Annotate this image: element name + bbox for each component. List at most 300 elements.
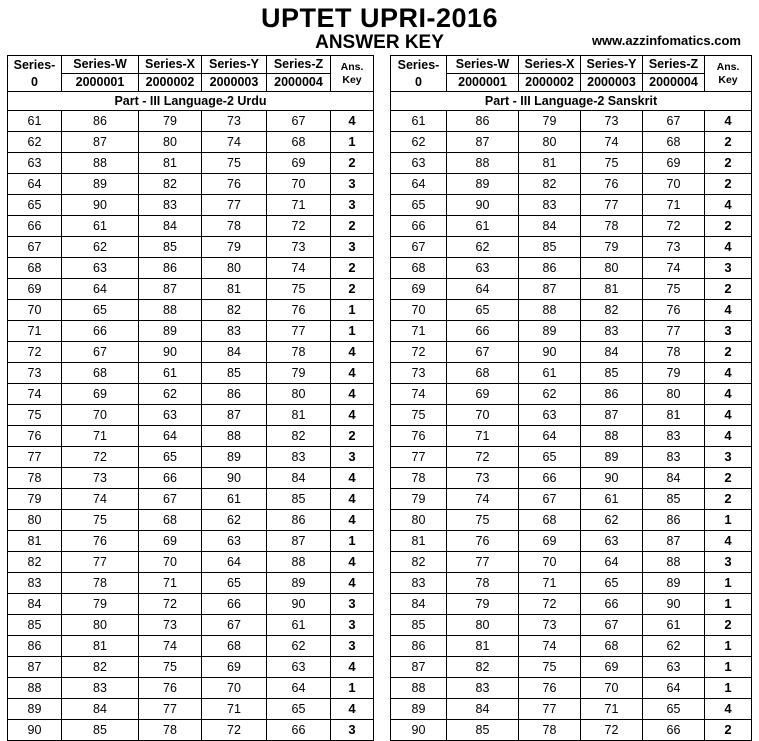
series-w-cell: 68	[447, 363, 519, 384]
urdu-answer-table	[7, 55, 374, 741]
series-0-header	[391, 56, 447, 92]
series-y-cell: 87	[202, 405, 267, 426]
series-0-cell: 74	[391, 384, 447, 405]
series-w-cell: 67	[447, 342, 519, 363]
ans-key-cell: 4	[331, 552, 374, 573]
series-0-cell: 65	[8, 195, 62, 216]
sanskrit-answer-table	[390, 55, 752, 741]
series-z-cell: 81	[643, 405, 705, 426]
series-w-cell: 62	[62, 237, 139, 258]
series-x-cell: 81	[519, 153, 581, 174]
series-w-cell: 64	[62, 279, 139, 300]
series-y-cell: 67	[202, 615, 267, 636]
ans-key-cell: 1	[705, 636, 752, 657]
ans-key-cell: 3	[331, 237, 374, 258]
table-row	[391, 720, 752, 741]
series-0-cell: 78	[391, 468, 447, 489]
series-x-cell: 84	[519, 216, 581, 237]
series-y-cell: 64	[202, 552, 267, 573]
series-z-cell: 83	[267, 447, 331, 468]
series-w-cell: 82	[62, 657, 139, 678]
table-row	[391, 195, 752, 216]
series-x-cell: 77	[139, 699, 202, 720]
series-x-cell: 68	[519, 510, 581, 531]
series-x-cell: 86	[519, 258, 581, 279]
series-x-cell: 67	[519, 489, 581, 510]
series-0-cell: 70	[391, 300, 447, 321]
series-z-cell: 70	[267, 174, 331, 195]
table-row	[8, 216, 374, 237]
table-row	[391, 678, 752, 699]
series-y-cell: 89	[581, 447, 643, 468]
series-z-cell: 64	[267, 678, 331, 699]
series-w-header: Series-W	[447, 56, 519, 74]
series-z-cell: 65	[267, 699, 331, 720]
table-row	[8, 552, 374, 573]
series-z-cell: 88	[643, 552, 705, 573]
table-row	[391, 153, 752, 174]
series-y-cell: 80	[202, 258, 267, 279]
series-y-cell: 73	[202, 111, 267, 132]
series-z-cell: 85	[643, 489, 705, 510]
series-x-cell: 74	[519, 636, 581, 657]
table-row	[391, 699, 752, 720]
series-y-cell: 79	[202, 237, 267, 258]
series-0-cell: 72	[8, 342, 62, 363]
table-row	[8, 174, 374, 195]
series-0-value: 0	[31, 74, 38, 89]
series-z-cell: 61	[643, 615, 705, 636]
ans-key-cell: 4	[331, 405, 374, 426]
series-x-cell: 67	[139, 489, 202, 510]
series-z-cell: 87	[267, 531, 331, 552]
table-row	[8, 531, 374, 552]
series-w-cell: 61	[447, 216, 519, 237]
series-y-cell: 84	[581, 342, 643, 363]
website-url: www.azzinfomatics.com	[591, 33, 741, 48]
table-row	[8, 384, 374, 405]
series-0-cell: 81	[8, 531, 62, 552]
series-0-cell: 89	[8, 699, 62, 720]
series-z-cell: 72	[643, 216, 705, 237]
table-row	[391, 258, 752, 279]
series-x-cell: 89	[519, 321, 581, 342]
series-x-cell: 61	[139, 363, 202, 384]
ans-label: Ans.	[340, 60, 364, 73]
table-row	[8, 468, 374, 489]
series-x-cell: 69	[519, 531, 581, 552]
table-row	[8, 510, 374, 531]
ans-key-cell: 4	[331, 384, 374, 405]
series-z-cell: 76	[267, 300, 331, 321]
table-row	[8, 363, 374, 384]
ans-key-cell: 3	[331, 195, 374, 216]
series-0-cell: 81	[391, 531, 447, 552]
ans-key-cell: 4	[705, 426, 752, 447]
table-row	[8, 678, 374, 699]
series-x-cell: 63	[139, 405, 202, 426]
series-x-cell: 88	[139, 300, 202, 321]
series-w-cell: 76	[62, 531, 139, 552]
series-w-cell: 90	[447, 195, 519, 216]
series-w-cell: 83	[447, 678, 519, 699]
ans-key-cell: 1	[331, 678, 374, 699]
series-x-header: Series-X	[139, 56, 202, 74]
series-x-cell: 82	[519, 174, 581, 195]
series-x-cell: 70	[519, 552, 581, 573]
series-x-cell: 82	[139, 174, 202, 195]
ans-key-header	[705, 56, 752, 92]
series-y-cell: 68	[581, 636, 643, 657]
series-y-cell: 67	[581, 615, 643, 636]
series-w-cell: 62	[447, 237, 519, 258]
series-w-cell: 86	[62, 111, 139, 132]
table-row	[8, 426, 374, 447]
series-z-cell: 84	[643, 468, 705, 489]
ans-key-cell: 4	[331, 657, 374, 678]
series-0-cell: 70	[8, 300, 62, 321]
series-w-cell: 80	[447, 615, 519, 636]
series-x-cell: 71	[519, 573, 581, 594]
series-x-cell: 68	[139, 510, 202, 531]
series-z-cell: 63	[267, 657, 331, 678]
series-z-cell: 84	[267, 468, 331, 489]
series-z-cell: 79	[643, 363, 705, 384]
series-z-cell: 74	[643, 258, 705, 279]
series-y-cell: 68	[202, 636, 267, 657]
series-x-cell: 74	[139, 636, 202, 657]
series-x-cell: 73	[139, 615, 202, 636]
series-w-cell: 89	[447, 174, 519, 195]
page-title: UPTET UPRI-2016	[260, 3, 499, 33]
series-0-cell: 72	[391, 342, 447, 363]
series-x-cell: 79	[139, 111, 202, 132]
series-0-cell: 67	[8, 237, 62, 258]
series-x-cell: 61	[519, 363, 581, 384]
series-y-cell: 72	[581, 720, 643, 741]
table-row	[391, 300, 752, 321]
series-z-cell: 77	[643, 321, 705, 342]
series-w-cell: 73	[447, 468, 519, 489]
series-y-cell: 81	[581, 279, 643, 300]
table-row	[391, 363, 752, 384]
page-subtitle: ANSWER KEY	[315, 32, 444, 53]
ans-key-cell: 2	[705, 279, 752, 300]
code-z-header: 2000004	[267, 74, 331, 92]
series-y-cell: 72	[202, 720, 267, 741]
series-z-cell: 90	[267, 594, 331, 615]
series-0-cell: 84	[391, 594, 447, 615]
series-w-cell: 87	[447, 132, 519, 153]
code-y-header: 2000003	[581, 74, 643, 92]
series-z-cell: 80	[643, 384, 705, 405]
table-row	[391, 552, 752, 573]
series-0-cell: 89	[391, 699, 447, 720]
series-0-cell: 80	[391, 510, 447, 531]
series-0-cell: 82	[8, 552, 62, 573]
code-x-header: 2000002	[519, 74, 581, 92]
series-z-cell: 78	[267, 342, 331, 363]
ans-key-cell: 4	[331, 468, 374, 489]
table-row	[8, 132, 374, 153]
table-row	[8, 594, 374, 615]
table-row	[8, 111, 374, 132]
series-z-cell: 88	[267, 552, 331, 573]
series-0-cell: 63	[391, 153, 447, 174]
table-row	[391, 510, 752, 531]
table-row	[8, 321, 374, 342]
ans-key-cell: 3	[331, 174, 374, 195]
table-row	[391, 636, 752, 657]
series-x-cell: 76	[139, 678, 202, 699]
series-x-cell: 70	[139, 552, 202, 573]
series-0-cell: 76	[391, 426, 447, 447]
key-label: Key	[342, 73, 362, 86]
ans-key-cell: 4	[705, 195, 752, 216]
series-0-cell: 75	[391, 405, 447, 426]
series-y-cell: 69	[581, 657, 643, 678]
series-w-cell: 89	[62, 174, 139, 195]
series-y-cell: 70	[202, 678, 267, 699]
table-row	[8, 405, 374, 426]
table-row	[8, 447, 374, 468]
series-z-cell: 62	[643, 636, 705, 657]
series-y-cell: 74	[202, 132, 267, 153]
header-row-series	[8, 56, 374, 74]
ans-key-cell: 3	[331, 720, 374, 741]
series-w-cell: 85	[447, 720, 519, 741]
series-w-cell: 81	[62, 636, 139, 657]
series-0-value: 0	[415, 74, 422, 89]
series-w-cell: 65	[62, 300, 139, 321]
series-z-cell: 68	[643, 132, 705, 153]
table-row	[391, 573, 752, 594]
ans-key-cell: 2	[331, 279, 374, 300]
series-x-cell: 76	[519, 678, 581, 699]
series-y-cell: 77	[202, 195, 267, 216]
ans-key-cell: 4	[705, 699, 752, 720]
series-0-header	[8, 56, 62, 92]
ans-key-cell: 1	[705, 510, 752, 531]
series-x-cell: 63	[519, 405, 581, 426]
series-x-cell: 69	[139, 531, 202, 552]
key-label: Key	[718, 73, 738, 86]
ans-key-cell: 2	[705, 216, 752, 237]
ans-key-cell: 2	[705, 153, 752, 174]
series-w-header: Series-W	[62, 56, 139, 74]
ans-key-cell: 1	[331, 300, 374, 321]
table-row	[391, 447, 752, 468]
series-0-cell: 88	[391, 678, 447, 699]
ans-key-cell: 3	[705, 258, 752, 279]
series-z-cell: 70	[643, 174, 705, 195]
ans-label: Ans.	[716, 60, 740, 73]
table-row	[8, 699, 374, 720]
series-0-cell: 68	[391, 258, 447, 279]
series-0-cell: 73	[8, 363, 62, 384]
series-z-cell: 75	[267, 279, 331, 300]
table-row	[391, 468, 752, 489]
series-w-cell: 80	[62, 615, 139, 636]
series-w-cell: 84	[447, 699, 519, 720]
series-x-cell: 64	[139, 426, 202, 447]
series-z-cell: 71	[267, 195, 331, 216]
series-y-cell: 65	[202, 573, 267, 594]
series-0-cell: 85	[8, 615, 62, 636]
series-0-cell: 69	[391, 279, 447, 300]
series-y-cell: 83	[581, 321, 643, 342]
series-x-cell: 75	[519, 657, 581, 678]
ans-key-cell: 4	[705, 384, 752, 405]
series-y-cell: 79	[581, 237, 643, 258]
series-y-cell: 85	[202, 363, 267, 384]
table-row	[8, 615, 374, 636]
ans-key-cell: 2	[705, 720, 752, 741]
series-y-cell: 90	[581, 468, 643, 489]
series-w-cell: 66	[447, 321, 519, 342]
series-z-cell: 86	[643, 510, 705, 531]
series-x-cell: 87	[139, 279, 202, 300]
series-z-cell: 72	[267, 216, 331, 237]
series-y-cell: 61	[581, 489, 643, 510]
ans-key-cell: 2	[331, 258, 374, 279]
series-y-cell: 69	[202, 657, 267, 678]
series-0-cell: 63	[8, 153, 62, 174]
series-0-cell: 80	[8, 510, 62, 531]
series-w-cell: 61	[62, 216, 139, 237]
series-w-cell: 74	[62, 489, 139, 510]
ans-key-cell: 2	[705, 174, 752, 195]
series-x-cell: 88	[519, 300, 581, 321]
series-x-cell: 62	[519, 384, 581, 405]
code-y-header: 2000003	[202, 74, 267, 92]
series-x-cell: 78	[519, 720, 581, 741]
series-x-cell: 79	[519, 111, 581, 132]
series-x-cell: 80	[139, 132, 202, 153]
series-w-cell: 68	[62, 363, 139, 384]
series-w-cell: 77	[447, 552, 519, 573]
table-row	[391, 321, 752, 342]
series-w-cell: 79	[62, 594, 139, 615]
part-row	[8, 92, 374, 111]
series-0-cell: 68	[8, 258, 62, 279]
table-row	[391, 384, 752, 405]
table-row	[391, 426, 752, 447]
series-y-cell: 86	[202, 384, 267, 405]
series-z-cell: 64	[643, 678, 705, 699]
ans-key-cell: 2	[331, 426, 374, 447]
series-z-cell: 90	[643, 594, 705, 615]
series-0-cell: 64	[8, 174, 62, 195]
series-x-cell: 75	[139, 657, 202, 678]
series-z-cell: 77	[267, 321, 331, 342]
series-w-cell: 70	[62, 405, 139, 426]
code-w-header: 2000001	[447, 74, 519, 92]
ans-key-cell: 4	[331, 510, 374, 531]
table-row	[8, 195, 374, 216]
series-0-cell: 66	[391, 216, 447, 237]
series-z-cell: 87	[643, 531, 705, 552]
series-0-cell: 90	[391, 720, 447, 741]
series-y-cell: 88	[581, 426, 643, 447]
ans-key-cell: 4	[705, 300, 752, 321]
series-z-cell: 62	[267, 636, 331, 657]
series-w-cell: 88	[62, 153, 139, 174]
series-y-cell: 64	[581, 552, 643, 573]
ans-key-cell: 4	[705, 363, 752, 384]
series-w-cell: 70	[447, 405, 519, 426]
table-row	[391, 594, 752, 615]
series-0-cell: 73	[391, 363, 447, 384]
series-x-cell: 77	[519, 699, 581, 720]
series-w-cell: 69	[447, 384, 519, 405]
series-x-cell: 65	[519, 447, 581, 468]
series-0-label: Series-	[13, 57, 56, 72]
table-row	[391, 405, 752, 426]
series-x-cell: 85	[139, 237, 202, 258]
series-0-cell: 61	[391, 111, 447, 132]
ans-key-cell: 1	[705, 678, 752, 699]
series-w-cell: 63	[447, 258, 519, 279]
series-x-cell: 71	[139, 573, 202, 594]
series-y-cell: 84	[202, 342, 267, 363]
header-row-series	[391, 56, 752, 74]
table-row	[391, 615, 752, 636]
series-y-cell: 78	[202, 216, 267, 237]
series-x-cell: 65	[139, 447, 202, 468]
series-w-cell: 79	[447, 594, 519, 615]
ans-key-cell: 4	[331, 699, 374, 720]
series-y-cell: 87	[581, 405, 643, 426]
ans-key-cell: 1	[331, 531, 374, 552]
series-w-cell: 74	[447, 489, 519, 510]
code-z-header: 2000004	[643, 74, 705, 92]
series-0-cell: 79	[8, 489, 62, 510]
series-w-cell: 75	[447, 510, 519, 531]
series-0-cell: 65	[391, 195, 447, 216]
series-z-cell: 85	[267, 489, 331, 510]
code-w-header: 2000001	[62, 74, 139, 92]
header-row-codes	[8, 74, 374, 92]
series-x-cell: 85	[519, 237, 581, 258]
table-row	[8, 657, 374, 678]
series-0-cell: 61	[8, 111, 62, 132]
ans-key-cell: 4	[705, 111, 752, 132]
series-w-cell: 81	[447, 636, 519, 657]
series-z-cell: 83	[643, 426, 705, 447]
series-z-cell: 66	[643, 720, 705, 741]
series-x-header: Series-X	[519, 56, 581, 74]
series-y-cell: 62	[581, 510, 643, 531]
series-y-cell: 88	[202, 426, 267, 447]
table-row	[391, 132, 752, 153]
series-0-cell: 83	[8, 573, 62, 594]
series-0-cell: 74	[8, 384, 62, 405]
table-row	[8, 153, 374, 174]
series-z-cell: 67	[643, 111, 705, 132]
series-y-header: Series-Y	[581, 56, 643, 74]
ans-key-cell: 4	[705, 405, 752, 426]
series-z-header: Series-Z	[267, 56, 331, 74]
ans-key-cell: 3	[705, 552, 752, 573]
ans-key-cell: 2	[705, 615, 752, 636]
series-z-cell: 81	[267, 405, 331, 426]
table-row	[8, 279, 374, 300]
series-y-cell: 83	[202, 321, 267, 342]
series-z-cell: 80	[267, 384, 331, 405]
ans-key-cell: 2	[705, 489, 752, 510]
series-y-cell: 70	[581, 678, 643, 699]
